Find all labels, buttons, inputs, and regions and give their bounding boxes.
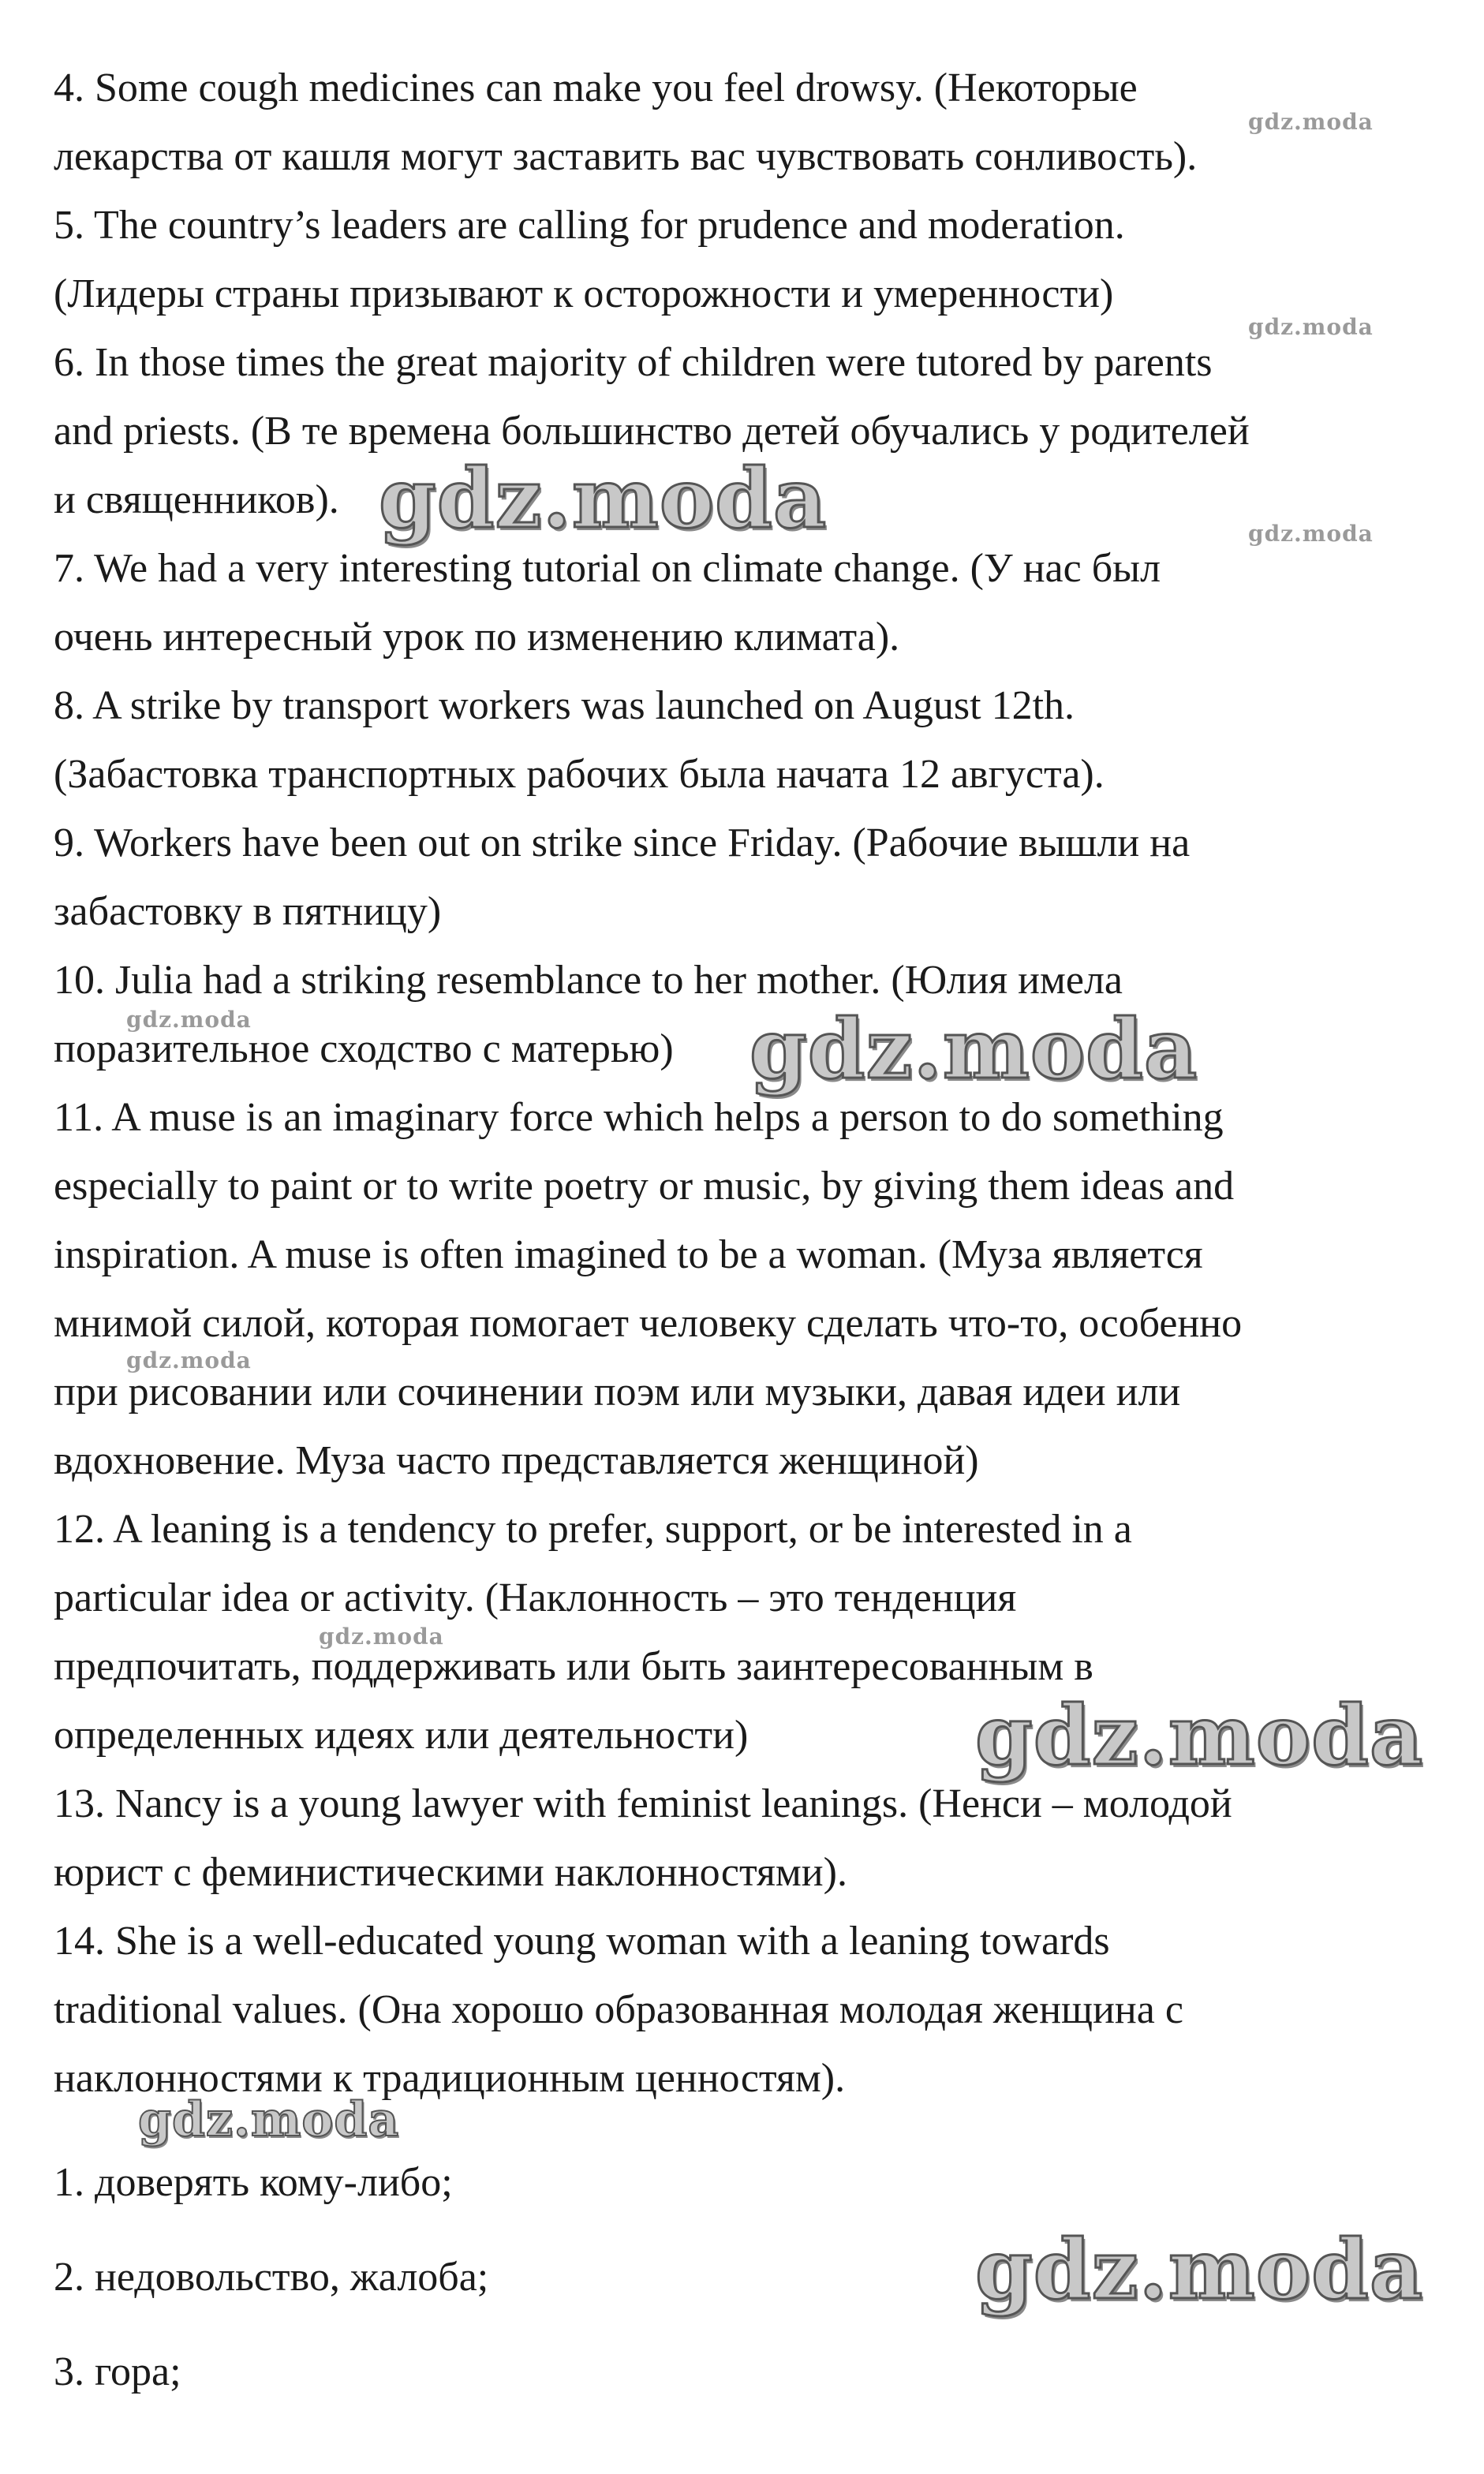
text-line: наклонностями к традиционным ценностям). bbox=[54, 2056, 846, 2101]
text-line: при рисовании или сочинении поэм или музыки, давая идеи или bbox=[54, 1370, 1181, 1415]
text-line: 3. гора; bbox=[54, 2349, 181, 2394]
text-line: поразительное сходство с матерью) bbox=[54, 1026, 674, 1071]
text-line: (Лидеры страны призывают к осторожности и умеренности) bbox=[54, 271, 1114, 316]
text-line: вдохновение. Муза часто представляется женщиной) bbox=[54, 1438, 979, 1483]
text-line: (Забастовка транспортных рабочих была начата 12 августа). bbox=[54, 752, 1105, 797]
text-line: especially to paint or to write poetry or music, by giving them ideas and bbox=[54, 1164, 1235, 1209]
text-line: лекарства от кашля могут заставить вас чувствовать сонливость). bbox=[54, 134, 1198, 179]
text-line: забастовку в пятницу) bbox=[54, 889, 442, 934]
text-line: предпочитать, поддерживать или быть заинтересованным в bbox=[54, 1644, 1093, 1689]
text-line: 7. We had a very interesting tutorial on climate change. (У нас был bbox=[54, 546, 1161, 591]
text-line: 13. Nancy is a young lawyer with feminist leanings. (Ненси – молодой bbox=[54, 1781, 1232, 1826]
text-line: traditional values. (Она хорошо образованная молодая женщина с bbox=[54, 1987, 1183, 2032]
watermark-large: gdz.moda bbox=[975, 2221, 1424, 2318]
watermark-small: gdz.moda bbox=[1248, 314, 1374, 340]
text-line: 12. A leaning is a tendency to prefer, support, or be interested in a bbox=[54, 1507, 1132, 1552]
text-line: 10. Julia had a striking resemblance to her mother. (Юлия имела bbox=[54, 958, 1123, 1003]
text-line: 14. She is a well-educated young woman with a leaning towards bbox=[54, 1919, 1110, 1964]
text-line: 5. The country’s leaders are calling for prudence and moderation. bbox=[54, 203, 1125, 248]
text-line: 2. недовольство, жалоба; bbox=[54, 2255, 489, 2300]
watermark-large: gdz.moda bbox=[379, 450, 828, 547]
text-line: 8. A strike by transport workers was launched on August 12th. bbox=[54, 683, 1075, 728]
text-line: и священников). bbox=[54, 477, 339, 522]
watermark-small: gdz.moda bbox=[1248, 109, 1374, 135]
watermark-medium: gdz.moda bbox=[138, 2092, 400, 2147]
watermark-large: gdz.moda bbox=[749, 1000, 1198, 1097]
watermark-small: gdz.moda bbox=[126, 1007, 252, 1033]
text-line: 1. доверять кому-либо; bbox=[54, 2160, 453, 2205]
text-line: 9. Workers have been out on strike since Friday. (Рабочие вышли на bbox=[54, 820, 1191, 865]
text-line: particular idea or activity. (Наклонность – это тенденция bbox=[54, 1575, 1017, 1620]
watermark-large: gdz.moda bbox=[975, 1687, 1424, 1784]
watermark-small: gdz.moda bbox=[1248, 521, 1374, 547]
text-line: 6. In those times the great majority of children were tutored by parents bbox=[54, 340, 1213, 385]
text-line: 4. Some cough medicines can make you feel drowsy. (Некоторые bbox=[54, 65, 1138, 110]
watermark-small: gdz.moda bbox=[319, 1624, 444, 1650]
text-line: мнимой силой, которая помогает человеку сделать что-то, особенно bbox=[54, 1301, 1243, 1346]
text-line: and priests. (В те времена большинство детей обучались у родителей bbox=[54, 409, 1250, 454]
text-line: определенных идеях или деятельности) bbox=[54, 1713, 749, 1758]
text-line: inspiration. A muse is often imagined to be a woman. (Муза является bbox=[54, 1232, 1203, 1277]
text-line: юрист с феминистическими наклонностями). bbox=[54, 1850, 847, 1895]
text-line: очень интересный урок по изменению климата). bbox=[54, 615, 900, 660]
text-line: 11. A muse is an imaginary force which helps a person to do something bbox=[54, 1095, 1224, 1140]
watermark-small: gdz.moda bbox=[126, 1347, 252, 1373]
